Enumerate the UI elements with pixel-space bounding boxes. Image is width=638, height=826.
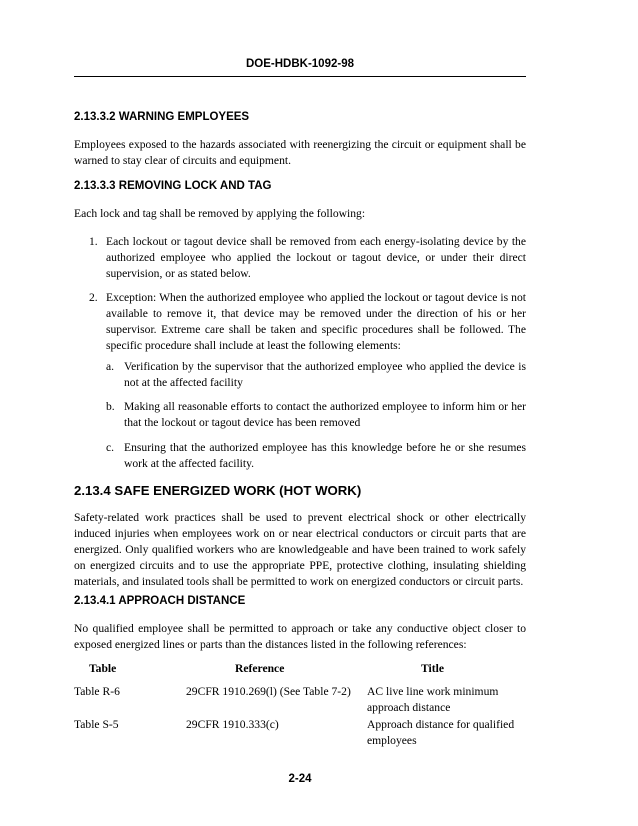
section-heading-safe-energized-work: 2.13.4 SAFE ENERGIZED WORK (HOT WORK) (74, 483, 362, 498)
section-heading-approach-distance: 2.13.4.1 APPROACH DISTANCE (74, 595, 246, 607)
warning-employees-paragraph: Employees exposed to the hazards associated with reenergizing the circuit or equipment shall be warned to stay clear of circuits and equipment. (74, 138, 526, 167)
table-cell-table: Table S-5 (74, 718, 119, 731)
table-header-title: Title (421, 662, 444, 675)
removing-intro-paragraph: Each lock and tag shall be removed by applying the following: (74, 207, 366, 220)
list-item-number: 1. (89, 235, 98, 248)
list-item-number: 2. (89, 291, 98, 304)
sublist-item-letter: c. (106, 441, 115, 454)
list-item-text: Each lockout or tagout device shall be removed from each energy-isolating device by the authorized employee who applied the lockout or tagout device, or under their direct supervision, or as stated below. (106, 235, 526, 280)
table-cell-table: Table R-6 (74, 685, 120, 698)
page-number: 2-24 (288, 773, 312, 785)
section-heading-removing-lock-and-tag: 2.13.3.3 REMOVING LOCK AND TAG (74, 180, 272, 192)
sublist-item-text: Verification by the supervisor that the authorized employee who applied the device is not at the affected facility (124, 360, 526, 389)
header-rule (74, 76, 526, 77)
table-header-table: Table (89, 662, 117, 675)
table-cell-reference: 29CFR 1910.333(c) (186, 718, 279, 731)
list-item-text: Exception: When the authorized employee who applied the lockout or tagout device is not available to remove it, that device may be removed under the direction of his or her supervisor. Extreme care shall be taken and specific procedures shall be followed. The specific procedure shall include at least the following elements: (106, 291, 526, 352)
table-cell-title: Approach distance for qualified employees (367, 718, 515, 747)
hot-work-paragraph: Safety-related work practices shall be used to prevent electrical shock or other electrically induced injuries when employees work on or near electrical conductors or circuit parts that are energized. Only qualified workers who are knowledgeable and have been trained to work safely on energized circuits and to use the appropriate PPE, protective clothing, insulating shielding materials, and insulated tools shall be permitted to work on energized conductors or circuit parts. (74, 511, 526, 588)
table-cell-title: AC live line work minimum approach distance (367, 685, 499, 714)
approach-distance-paragraph: No qualified employee shall be permitted to approach or take any conductive object closer to exposed energized lines or parts than the distances listed in the following references: (74, 622, 526, 651)
document-header: DOE-HDBK-1092-98 (245, 58, 354, 70)
sublist-item-letter: b. (106, 400, 115, 413)
sublist-item-text: Making all reasonable efforts to contact the authorized employee to inform him or her that the lockout or tagout device has been removed (124, 400, 526, 429)
sublist-item-letter: a. (106, 360, 115, 373)
section-heading-warning-employees: 2.13.3.2 WARNING EMPLOYEES (74, 111, 250, 123)
sublist-item-text: Ensuring that the authorized employee has this knowledge before he or she resumes work at the affected facility. (124, 441, 526, 470)
table-header-reference: Reference (235, 662, 285, 675)
table-cell-reference: 29CFR 1910.269(l) (See Table 7-2) (186, 685, 351, 698)
